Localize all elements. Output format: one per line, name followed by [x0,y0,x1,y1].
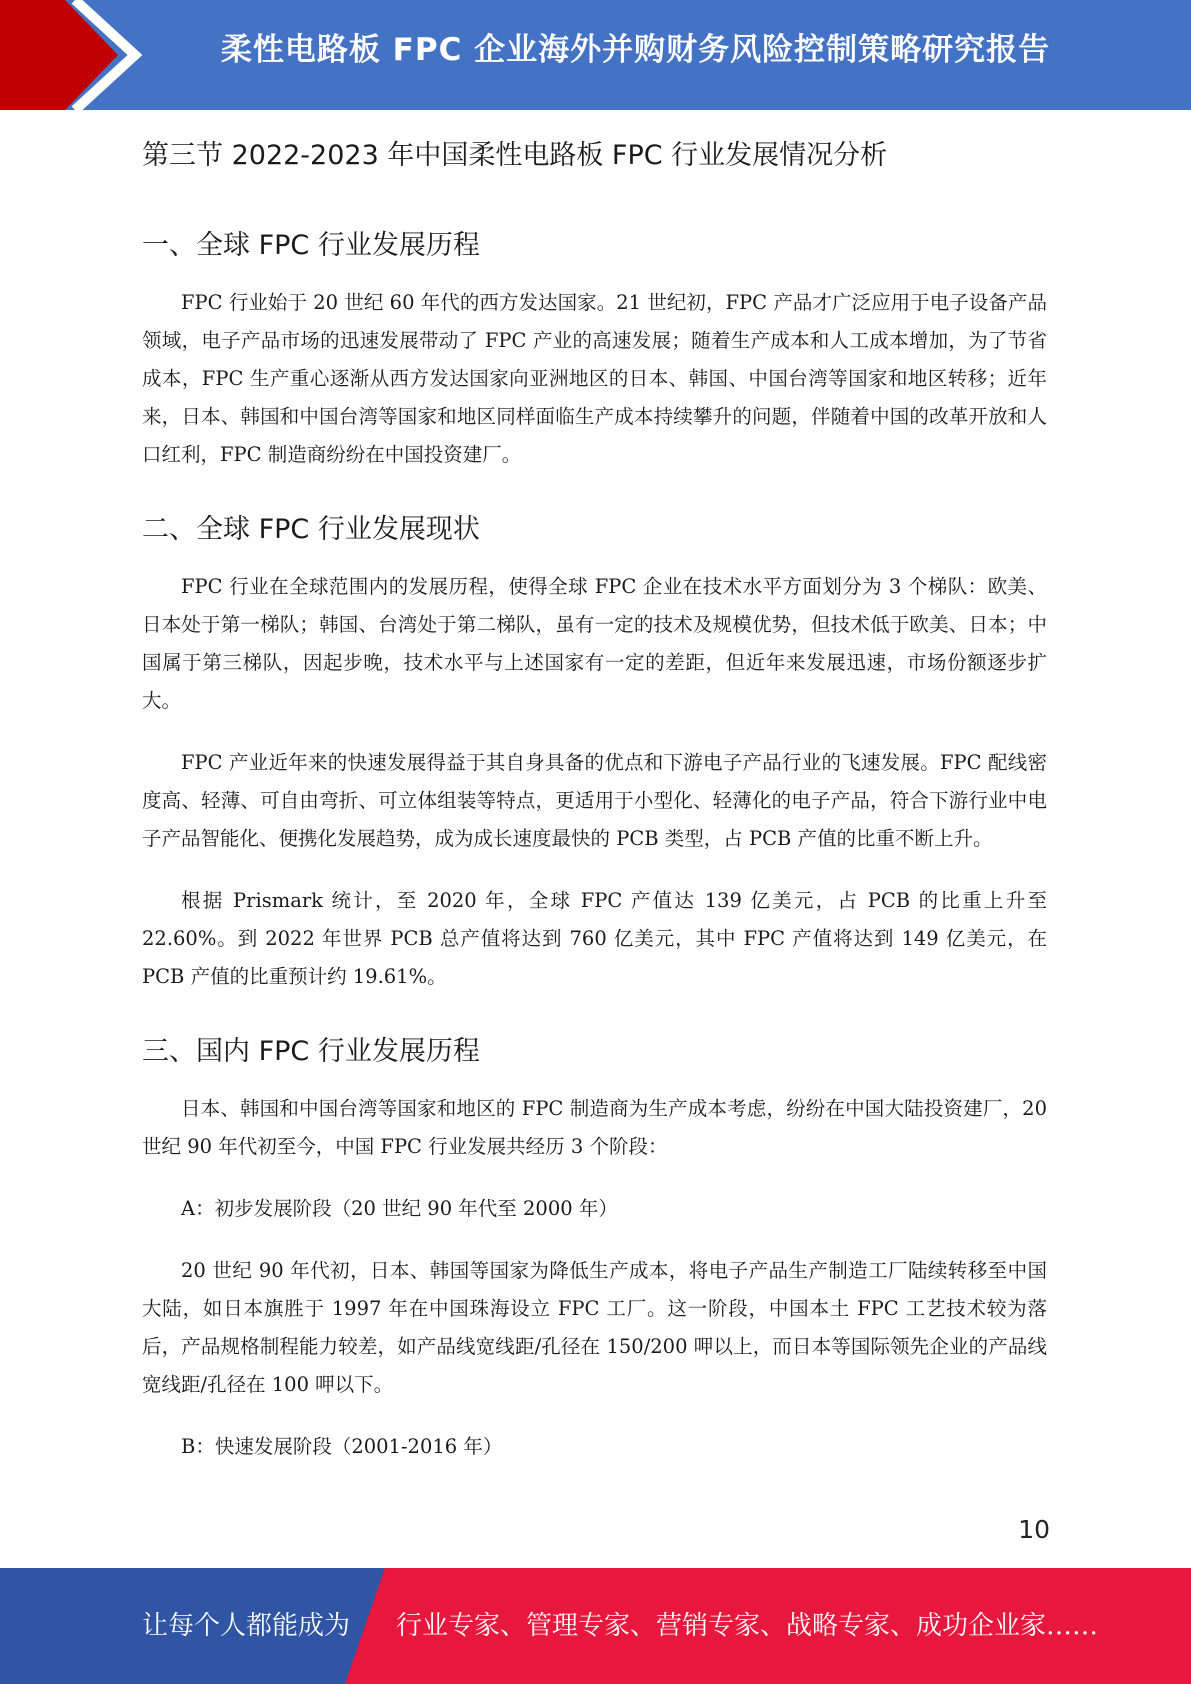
paragraph: 20 世纪 90 年代初，日本、韩国等国家为降低生产成本，将电子产品生产制造工厂陆续转移至中国大陆，如日本旗胜于 1997 年在中国珠海设立 FPC 工厂。这一阶段，中国本土 FPC 工艺技术较为落后，产品规格制程能力较差，如产品线宽线距/孔径在 150/200 呷以上，而日本等国际领先企业的产品线宽线距/孔径在 100 呷以下。 [142,1259,1047,1396]
footer-slogan-left: 让每个人都能成为 [142,1611,351,1641]
stage-label: B：快速发展阶段（2001-2016 年） [181,1435,503,1458]
stage-label: A：初步发展阶段（20 世纪 90 年代至 2000 年） [181,1197,618,1220]
report-title: 柔性电路板 FPC 企业海外并购财务风险控制策略研究报告 [220,32,1051,68]
document-body [142,125,1047,1490]
page-header [0,0,1191,110]
heading-domestic-history: 三、国内 FPC 行业发展历程 [142,1036,480,1067]
page-footer [0,1568,1191,1684]
paragraph: FPC 行业始于 20 世纪 60 年代的西方发达国家。21 世纪初，FPC 产品才广泛应用于电子设备产品领域，电子产品市场的迅速发展带动了 FPC 产业的高速发展；随着生产成本和人工成本增加，为了节省成本，FPC 生产重心逐渐从西方发达国家向亚洲地区的日本、韩国、中国台湾等国家和地区转移；近年来，日本、韩国和中国台湾等国家和地区同样面临生产成本持续攀升的问题，伴随着中国的改革开放和人口红利，FPC 制造商纷纷在中国投资建厂。 [142,291,1047,466]
heading-global-status: 二、全球 FPC 行业发展现状 [142,514,480,545]
paragraph: 日本、韩国和中国台湾等国家和地区的 FPC 制造商为生产成本考虑，纷纷在中国大陆投资建厂，20 世纪 90 年代初至今，中国 FPC 行业发展共经历 3 个阶段： [142,1097,1047,1158]
heading-global-history: 一、全球 FPC 行业发展历程 [142,230,480,261]
paragraph: FPC 产业近年来的快速发展得益于其自身具备的优点和下游电子产品行业的飞速发展。FPC 配线密度高、轻薄、可自由弯折、可立体组装等特点，更适用于小型化、轻薄化的电子产品，符合下游行业中电子产品智能化、便携化发展趋势，成为成长速度最快的 PCB 类型，占 PCB 产值的比重不断上升。 [142,751,1047,850]
section-title: 第三节 2022-2023 年中国柔性电路板 FPC 行业发展情况分析 [142,140,888,171]
page-number: 10 [1018,1515,1050,1544]
footer-slogan-right: 行业专家、管理专家、营销专家、战略专家、成功企业家…… [396,1611,1099,1641]
paragraph: 根据 Prismark 统计，至 2020 年，全球 FPC 产值达 139 亿美元，占 PCB 的比重上升至 22.60%。到 2022 年世界 PCB 总产值将达到 760 亿美元，其中 FPC 产值将达到 149 亿美元，在 PCB 产值的比重预计约 19.61%。 [142,889,1047,988]
paragraph: FPC 行业在全球范围内的发展历程，使得全球 FPC 企业在技术水平方面划分为 3 个梯队：欧美、日本处于第一梯队；韩国、台湾处于第二梯队，虽有一定的技术及规模优势，但技术低于欧美、日本；中国属于第三梯队，因起步晚，技术水平与上述国家有一定的差距，但近年来发展迅速，市场份额逐步扩大。 [142,575,1047,712]
